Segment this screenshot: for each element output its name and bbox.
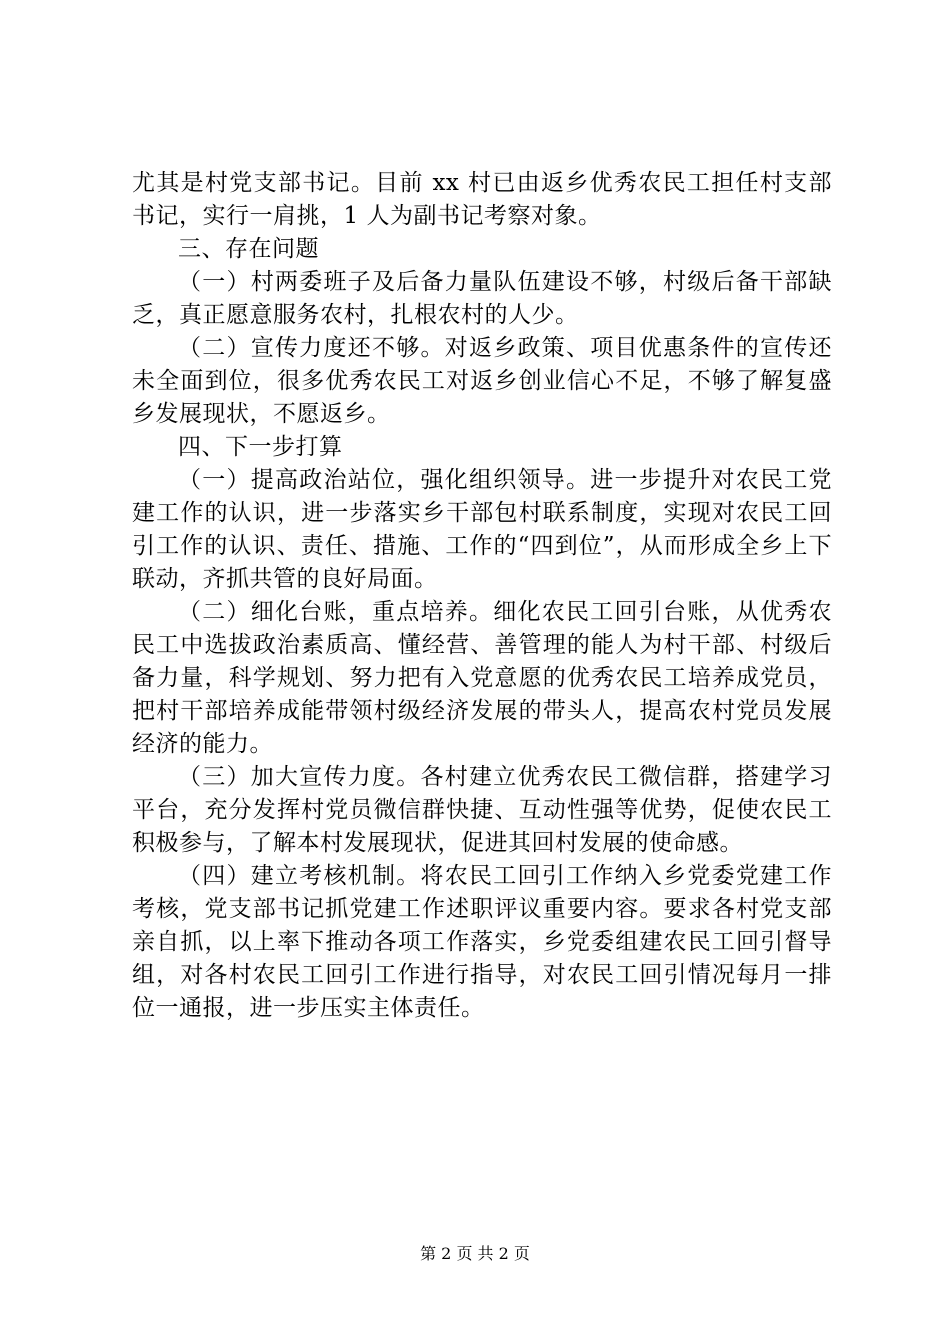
section-heading-next-steps: 四、下一步打算 (178, 434, 343, 460)
section-heading-problems: 三、存在问题 (178, 236, 319, 262)
paragraph-problem-1: （一）村两委班子及后备力量队伍建设不够，村级后备干部缺乏，真正愿意服务农村，扎根农村的人少。 (132, 269, 832, 328)
document-body (132, 167, 832, 1025)
paragraph-plan-1: （一）提高政治站位，强化组织领导。进一步提升对农民工党建工作的认识，进一步落实乡干部包村联系制度，实现对农民工回引工作的认识、责任、措施、工作的“四到位”，从而形成全乡上下联动，齐抓共管的良好局面。 (132, 467, 832, 592)
page-number-footer: 第 2 页 共 2 页 (420, 1244, 530, 1263)
paragraph-continuation: 尤其是村党支部书记。目前 xx 村已由返乡优秀农民工担任村支部书记，实行一肩挑，1 人为副书记考察对象。 (132, 170, 832, 229)
paragraph-plan-4: （四）建立考核机制。将农民工回引工作纳入乡党委党建工作考核，党支部书记抓党建工作述职评议重要内容。要求各村党支部亲自抓，以上率下推动各项工作落实，乡党委组建农民工回引督导组，对各村农民工回引工作进行指导，对农民工回引情况每月一排位一通报，进一步压实主体责任。 (132, 863, 832, 1021)
paragraph-problem-2: （二）宣传力度还不够。对返乡政策、项目优惠条件的宣传还未全面到位，很多优秀农民工对返乡创业信心不足，不够了解复盛乡发展现状，不愿返乡。 (132, 335, 832, 427)
paragraph-plan-3: （三）加大宣传力度。各村建立优秀农民工微信群，搭建学习平台，充分发挥村党员微信群快捷、互动性强等优势，促使农民工积极参与，了解本村发展现状，促进其回村发展的使命感。 (132, 764, 832, 856)
paragraph-plan-2: （二）细化台账，重点培养。细化农民工回引台账，从优秀农民工中选拔政治素质高、懂经营、善管理的能人为村干部、村级后备力量，科学规划、努力把有入党意愿的优秀农民工培养成党员，把村干部培养成能带领村级经济发展的带头人，提高农村党员发展经济的能力。 (132, 599, 832, 757)
